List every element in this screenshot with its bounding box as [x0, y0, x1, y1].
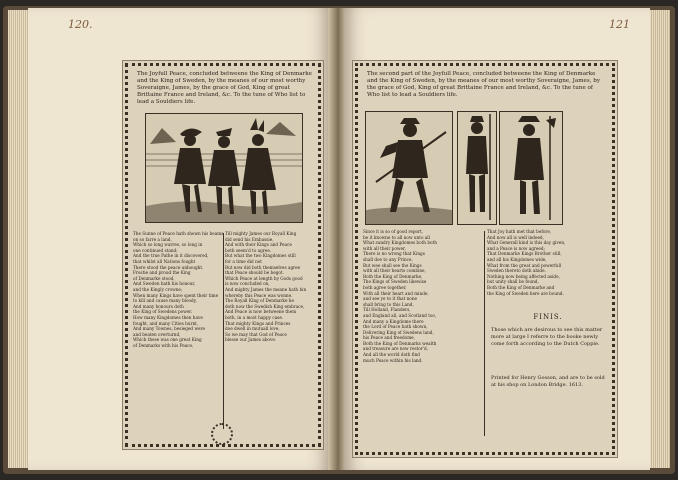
verse-line: What sundry Kingdomes both both [363, 240, 437, 246]
verse-column-1 [363, 229, 483, 439]
verse-line: be it knowne to all now unto all [363, 234, 430, 240]
verse-line: There is no wrong that Kings [363, 251, 425, 257]
verse-line: So we may that God of Peace [225, 331, 287, 337]
verse-line: Nothing now being affected aside, [487, 273, 560, 279]
finis-mark: FINIS. [533, 313, 563, 321]
verse-line: doe dwell in mutuall love, [225, 326, 280, 332]
verse-line: but unity shall be found, [487, 279, 539, 285]
verse-line: and the Kingly crowne; [133, 286, 183, 292]
verse-line: That mighty Kings and Princes [225, 320, 291, 326]
verse-line: for a time did not [225, 258, 262, 264]
verse-line: That Denmarke Kings Brother still, [487, 251, 562, 257]
verse-line: But now did both themselves agree [225, 264, 301, 270]
ballad-title: The second part of the Joyfull Peace, concluded betweene the King of Denmarke and the King of Sweden, by the meanes of our most worthy Soveraigne, James, by the grace of God, King of great Brittaine France and Ireland, &c. To the tune of Who list to lead a Souldiers life. [367, 71, 601, 98]
page-edges-left [8, 10, 30, 468]
verse-line: And all the world doth find [363, 352, 420, 358]
verse-line: of Denmarke stood, [133, 275, 175, 281]
verse-line: his Peace and freedome, [363, 335, 415, 341]
verse-line: And now all is well indeed, [487, 234, 544, 240]
verse-line: both seem'd to agree. [225, 247, 272, 253]
verse-line: Till Holland, Flanders, [363, 307, 411, 313]
verse-line: both, in a most happy case. [225, 314, 284, 320]
verse-column-2 [487, 229, 609, 309]
right-page [344, 8, 650, 470]
verse-line: that whilst all Nations fought [133, 258, 196, 264]
verse-line: Both the King of Denmarke, [363, 273, 423, 279]
verse-line: Both the King of Denmarke and [487, 284, 555, 290]
verse-line: and beaten overturnd, [133, 331, 181, 337]
verse-line: doth now the Swedish King embrace, [225, 303, 305, 309]
verse-line: Which Peace at length by Gods good [225, 275, 303, 281]
page-edges-right [648, 10, 670, 468]
woodcut-illustration [146, 114, 302, 222]
verse-line: And many honours doth [133, 303, 184, 309]
verse-line: Which so long warres, so long in [133, 242, 203, 248]
verse-line: shall doe to any Prince, [363, 256, 413, 262]
verse-line: The Sunne of Peace hath shewn his beams [133, 231, 224, 236]
verse-line: Till mighty James our Royall King [225, 231, 297, 236]
verse-line: and a Peace is now agreed; [487, 245, 545, 251]
folio-number-right: 121 [609, 18, 630, 31]
verse-line: that Peace should be begot. [225, 270, 284, 276]
printers-ornament [211, 423, 233, 445]
verse-line: both agree together, [363, 284, 407, 290]
verse-line: What from the great and powerfull [487, 262, 562, 268]
verse-line: is now concluded on, [225, 281, 270, 287]
verse-line: The Kings of Sweden likewise [363, 279, 427, 285]
verse-line: And mighty James the meane hath bin [225, 286, 307, 292]
reader-notice: Those which are desirous to see this matter more at large I referre to the booke newly come forth according to the Dutch Coppie. [491, 327, 603, 347]
ballad-title: The Joyfull Peace, concluded betweene the King of Denmarke and the King of Sweden, by the meanes of our most worthy Soveraigne, James, by the grace of God, King of great Brittaine France and Ireland, &c. To the tune of Who list to lead a Souldiers life. [137, 71, 312, 105]
verse-line: shall bring to this Land, [363, 301, 414, 307]
pikeman-woodcut [457, 111, 497, 225]
imprint-line: Printed for Henry Gosson, and are to be sold at his shop on London Bridge. 1613. [491, 375, 605, 388]
verse-line: But wee shall see the Kings [363, 262, 422, 268]
verse-line: Both the King of Denmarks wealth [363, 340, 437, 346]
verse-line: the King of Swedens power. [133, 309, 193, 315]
verse-line: and all his Kingdomes wide, [487, 256, 547, 262]
folio-number-left: 120. [68, 18, 93, 31]
verse-line: And many Townes, besieged were [133, 326, 205, 332]
verse-column-1 [133, 231, 225, 431]
column-divider [484, 231, 485, 436]
broadside-sheet-right [352, 60, 618, 458]
verse-line: And the true Pathe in it discovered, [133, 253, 209, 259]
verse-line: And Peace is now betweene them [225, 309, 297, 315]
verse-line: and see ye to it that none [363, 296, 417, 302]
soldier-with-musket-woodcut [365, 111, 453, 225]
verse-line: Since it is so of good report, [363, 229, 424, 234]
verse-line: the Lord of Peace hath shown, [363, 324, 428, 330]
left-page [28, 8, 330, 470]
verse-line: That Joy hath met that before, [487, 229, 552, 234]
verse-line: Which these was one great King [133, 337, 202, 343]
verse-line: with all their power, [363, 245, 406, 251]
verse-line: on so farre a land, [133, 236, 172, 242]
column-divider [223, 233, 224, 429]
verse-line: the King of Sweden here are bound. [487, 290, 564, 296]
verse-line: When many Kings have spent their time [133, 292, 219, 298]
verse-line: one continued stand; [133, 247, 178, 253]
verse-line: The Royall King of Denmarke he [225, 298, 294, 304]
verse-line: How many Kingdomes then have [133, 314, 203, 320]
verse-line: with all their hearts combine, [363, 268, 426, 274]
verse-line: blesse our James above. [225, 337, 277, 343]
verse-line: and England all, and Scotland too, [363, 312, 437, 318]
verse-line: Delivering King of Swedens land, [363, 329, 434, 335]
three-standing-men-woodcut [145, 113, 303, 223]
woodcut-illustration [366, 112, 452, 224]
verse-line: There stood the peace unbought. [133, 264, 204, 270]
verse-line: did send his Embassie, [225, 236, 274, 242]
verse-line: fought, and many Cities burnt, [133, 320, 199, 326]
verse-line: And many a Kingdome there [363, 318, 424, 324]
verse-line: With all their heart and minde, [363, 290, 429, 296]
verse-column-2 [225, 231, 317, 431]
verse-line: But what the two Kingdomes still [225, 253, 296, 259]
woodcut-illustration [458, 112, 496, 224]
halberdier-woodcut [499, 111, 563, 225]
verse-line: much Peace within his land. [363, 357, 423, 363]
verse-line: And with their Kings and Peace [225, 242, 292, 248]
broadside-sheet-left [122, 60, 324, 450]
verse-line: of Denmarks with his Peace, [133, 342, 194, 348]
verse-line: Frostie and proud the King [133, 270, 191, 276]
verse-line: whereby this Peace was wonne. [225, 292, 293, 298]
verse-line: and treasure are now restor'd, [363, 346, 428, 352]
verse-line: to kill and cause many bloody, [133, 298, 197, 304]
verse-line: What Generall kind is this day given, [487, 240, 566, 246]
verse-line: And Sweden hath his honour, [133, 281, 196, 287]
verse-line: Sweden thereto doth abide. [487, 268, 546, 274]
woodcut-illustration [500, 112, 562, 224]
